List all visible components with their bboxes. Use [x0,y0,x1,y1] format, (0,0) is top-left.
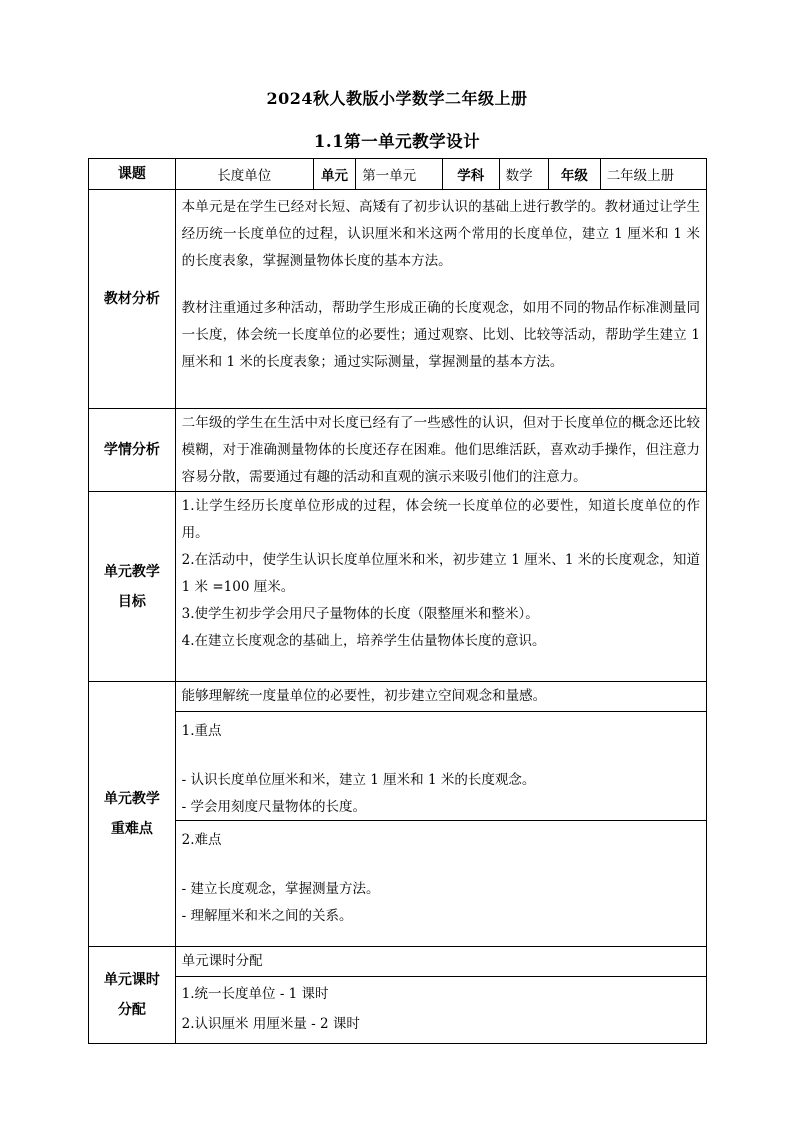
topic-value: 长度单位 [175,159,313,190]
subject-value: 数学 [499,159,549,190]
lesson-plan-table [88,158,707,1044]
difficult-points-section [176,820,706,934]
grade-label: 年级 [549,159,601,190]
schedule-content [175,947,706,1044]
unit-goal-item: 2.在活动中，使学生认识长度单位厘米和米，初步建立 1 厘米、1 米的长度观念，知道 1 米 =100 厘米。 [181,552,700,595]
schedule-item: 1.统一长度单位 - 1 课时 [181,986,329,1002]
unit-goal-item: 4.在建立长度观念的基础上，培养学生估量物体长度的意识。 [181,633,546,649]
schedule-label [89,947,176,1044]
schedule-label-line2: 分配 [117,1002,146,1018]
schedule-row [89,947,707,1044]
key-points-row [89,682,707,947]
difficult-point-item: - 理解厘米和米之间的关系。 [181,908,353,924]
schedule-label-line1: 单元课时 [103,972,160,988]
key-points-label-line1: 单元教学 [103,791,160,807]
key-points-content [175,682,706,947]
key-point-item: - 认识长度单位厘米和米，建立 1 厘米和 1 米的长度观念。 [181,772,536,788]
schedule-item: 2.认识厘米 用厘米量 - 2 课时 [181,1016,360,1032]
student-analysis-label: 学情分析 [89,409,176,492]
unit-goals-label [89,492,176,682]
key-points-intro: 能够理解统一度量单位的必要性，初步建立空间观念和量感。 [181,688,547,704]
student-analysis-text: 二年级的学生在生活中对长度已经有了一些感性的认识，但对于长度单位的概念还比较模糊，对于准确测量物体的长度还存在困难。他们思维活跃，喜欢动手操作，但注意力容易分散，需要通过有趣的活动和直观的演示来吸引他们的注意力。 [181,415,700,485]
subject-label: 学科 [442,159,499,190]
key-points-section [176,711,706,820]
unit-label: 单元 [313,159,355,190]
unit-goal-item: 3.使学生初步学会用尺子量物体的长度（限整厘米和整米）。 [181,606,539,622]
material-analysis-row [89,190,707,409]
material-analysis-label: 教材分析 [89,190,176,409]
material-analysis-content [175,190,706,409]
student-analysis-content [175,409,706,492]
schedule-list [176,976,706,1043]
topic-label: 课题 [89,159,176,190]
key-points-label-line2: 重难点 [110,821,153,837]
document-title: 2024秋人教版小学数学二年级上册 [266,89,528,108]
unit-goals-content [175,492,706,682]
grade-value: 二年级上册 [600,159,706,190]
unit-goal-item: 1.让学生经历长度单位形成的过程，体会统一长度单位的必要性，知道长度单位的作用。 [181,498,700,541]
schedule-header: 单元课时分配 [181,953,263,969]
key-points-label [89,682,176,947]
unit-goals-label-line1: 单元教学 [103,563,160,580]
difficult-point-item: - 建立长度观念，掌握测量方法。 [181,881,380,897]
header-row [89,159,707,190]
key-point-item: - 学会用刻度尺量物体的长度。 [181,799,367,815]
unit-value: 第一单元 [356,159,443,190]
unit-goals-row [89,492,707,682]
material-analysis-paragraph-1: 本单元是在学生已经对长短、高矮有了初步认识的基础上进行教学的。教材通过让学生经历统一长度单位的过程，认识厘米和米这两个常用的长度单位，建立 1 厘米和 1 米的长度表象，掌握测量物体长度的基本方法。 [181,199,700,269]
student-analysis-row [89,409,707,492]
material-analysis-paragraph-2: 教材注重通过多种活动，帮助学生形成正确的长度观念，如用不同的物品作标准测量同一长度，体会统一长度单位的必要性；通过观察、比划、比较等活动，帮助学生建立 1 厘米和 1 米的长度表象；通过实际测量，掌握测量的基本方法。 [181,300,700,370]
document-subtitle: 1.1第一单元教学设计 [313,132,481,151]
difficult-points-title: 2.难点 [181,832,222,848]
key-points-title: 1.重点 [181,723,222,739]
unit-goals-label-line2: 目标 [117,593,146,610]
